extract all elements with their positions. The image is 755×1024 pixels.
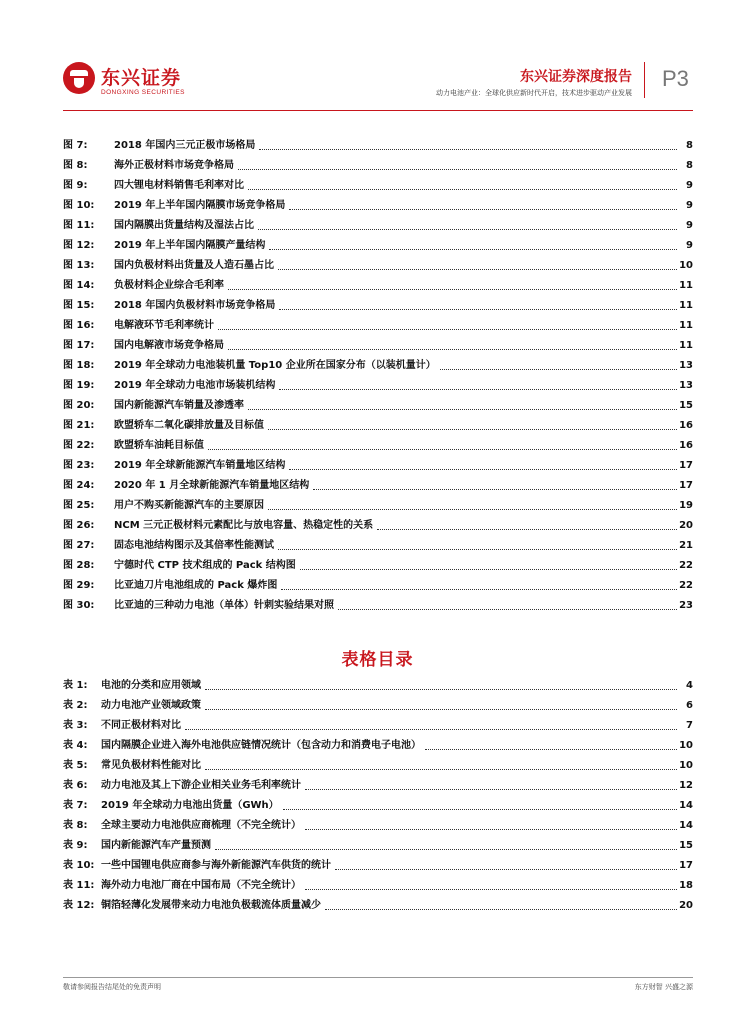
entry-label: 表 2: <box>63 700 88 711</box>
entry-label: 表 4: <box>63 740 88 751</box>
footer-rule <box>63 977 693 978</box>
figure-entry[interactable] <box>63 216 693 236</box>
entry-page: 20 <box>679 520 693 531</box>
entry-title: 电解液环节毛利率统计 <box>114 320 214 331</box>
entry-label: 图 17: <box>63 340 95 351</box>
entry-label: 图 15: <box>63 300 95 311</box>
entry-page: 9 <box>686 180 693 191</box>
dot-leader <box>268 429 677 430</box>
dot-leader <box>283 809 677 810</box>
entry-label: 表 12: <box>63 900 95 911</box>
table-entry[interactable] <box>63 756 693 776</box>
figure-entry[interactable] <box>63 576 693 596</box>
entry-title: 海外正极材料市场竞争格局 <box>114 160 234 171</box>
entry-page: 22 <box>679 560 693 571</box>
entry-page: 9 <box>686 220 693 231</box>
dot-leader <box>269 249 677 250</box>
table-entry[interactable] <box>63 816 693 836</box>
entry-label: 图 14: <box>63 280 95 291</box>
figure-entry[interactable] <box>63 136 693 156</box>
entry-title: 一些中国锂电供应商参与海外新能源汽车供货的统计 <box>101 860 331 871</box>
dot-leader <box>305 889 677 890</box>
entry-page: 15 <box>679 400 693 411</box>
entry-title: 宁德时代 CTP 技术组成的 Pack 结构图 <box>114 560 296 571</box>
entry-title: 海外动力电池厂商在中国布局（不完全统计） <box>101 880 301 891</box>
figure-entry[interactable] <box>63 596 693 616</box>
entry-page: 11 <box>679 280 693 291</box>
entry-title: 国内隔膜企业进入海外电池供应链情况统计（包含动力和消费电子电池） <box>101 740 421 751</box>
entry-page: 6 <box>686 700 693 711</box>
entry-title: 用户不购买新能源汽车的主要原因 <box>114 500 264 511</box>
entry-label: 图 8: <box>63 160 88 171</box>
entry-label: 图 26: <box>63 520 95 531</box>
entry-label: 图 25: <box>63 500 95 511</box>
table-entry[interactable] <box>63 876 693 896</box>
dot-leader <box>440 369 677 370</box>
entry-label: 图 10: <box>63 200 95 211</box>
entry-title: 2019 年全球动力电池市场装机结构 <box>114 380 276 391</box>
entry-label: 表 6: <box>63 780 88 791</box>
entry-title: 四大锂电材料销售毛利率对比 <box>114 180 244 191</box>
entry-title: 欧盟轿车油耗目标值 <box>114 440 204 451</box>
entry-label: 图 13: <box>63 260 95 271</box>
entry-title: 全球主要动力电池供应商梳理（不完全统计） <box>101 820 301 831</box>
entry-label: 表 5: <box>63 760 88 771</box>
table-entry[interactable] <box>63 696 693 716</box>
entry-title: 常见负极材料性能对比 <box>101 760 201 771</box>
entry-page: 17 <box>679 480 693 491</box>
dot-leader <box>218 329 677 330</box>
dot-leader <box>305 789 677 790</box>
entry-page: 4 <box>686 680 693 691</box>
entry-title: 2019 年上半年国内隔膜市场竞争格局 <box>114 200 286 211</box>
entry-title: 2019 年全球新能源汽车销量地区结构 <box>114 460 286 471</box>
dot-leader <box>228 349 677 350</box>
dot-leader <box>248 189 677 190</box>
entry-title: 国内电解液市场竞争格局 <box>114 340 224 351</box>
dot-leader <box>313 489 677 490</box>
figure-entry[interactable] <box>63 316 693 336</box>
entry-page: 16 <box>679 420 693 431</box>
entry-title: 动力电池产业领域政策 <box>101 700 201 711</box>
table-entry[interactable] <box>63 796 693 816</box>
entry-label: 图 24: <box>63 480 95 491</box>
dot-leader <box>278 549 677 550</box>
entry-label: 图 9: <box>63 180 88 191</box>
dot-leader <box>259 149 677 150</box>
figure-entry[interactable] <box>63 556 693 576</box>
entry-title: 比亚迪刀片电池组成的 Pack 爆炸图 <box>114 580 278 591</box>
table-entry[interactable] <box>63 716 693 736</box>
logo-text-en: DONGXING SECURITIES <box>101 89 185 96</box>
entry-label: 图 23: <box>63 460 95 471</box>
entry-page: 18 <box>679 880 693 891</box>
entry-title: 动力电池及其上下游企业相关业务毛利率统计 <box>101 780 301 791</box>
dot-leader <box>208 449 677 450</box>
dot-leader <box>205 689 677 690</box>
entry-label: 表 11: <box>63 880 95 891</box>
entry-label: 图 16: <box>63 320 95 331</box>
entry-page: 14 <box>679 800 693 811</box>
dot-leader <box>238 169 677 170</box>
dot-leader <box>305 829 677 830</box>
figure-entry[interactable] <box>63 296 693 316</box>
dot-leader <box>258 229 677 230</box>
entry-page: 10 <box>679 740 693 751</box>
figure-entry[interactable] <box>63 156 693 176</box>
entry-title: 国内负极材料出货量及人造石墨占比 <box>114 260 274 271</box>
dot-leader <box>281 589 677 590</box>
entry-label: 图 22: <box>63 440 95 451</box>
page-header <box>0 0 755 122</box>
dot-leader <box>325 909 677 910</box>
figure-entry[interactable] <box>63 336 693 356</box>
entry-page: 13 <box>679 380 693 391</box>
dot-leader <box>268 509 677 510</box>
table-entry[interactable] <box>63 676 693 696</box>
entry-page: 22 <box>679 580 693 591</box>
logo-text-cn: 东兴证券 <box>101 67 182 89</box>
logo-emblem-icon <box>63 62 95 94</box>
entry-label: 图 21: <box>63 420 95 431</box>
table-list <box>63 676 693 916</box>
entry-label: 表 3: <box>63 720 88 731</box>
entry-page: 13 <box>679 360 693 371</box>
entry-page: 8 <box>686 160 693 171</box>
entry-title: 国内隔膜出货量结构及湿法占比 <box>114 220 254 231</box>
dot-leader <box>279 309 677 310</box>
entry-page: 7 <box>686 720 693 731</box>
tables-heading: 表格目录 <box>341 650 414 670</box>
entry-page: 20 <box>679 900 693 911</box>
dot-leader <box>338 609 677 610</box>
figure-entry[interactable] <box>63 396 693 416</box>
dot-leader <box>205 709 677 710</box>
figure-entry[interactable] <box>63 516 693 536</box>
dot-leader <box>279 389 677 390</box>
entry-title: 国内新能源汽车销量及渗透率 <box>114 400 244 411</box>
dot-leader <box>205 769 677 770</box>
entry-title: 2019 年上半年国内隔膜产量结构 <box>114 240 266 251</box>
entry-title: NCM 三元正极材料元素配比与放电容量、热稳定性的关系 <box>114 520 374 531</box>
entry-title: 不同正极材料对比 <box>101 720 181 731</box>
entry-label: 表 9: <box>63 840 88 851</box>
table-entry[interactable] <box>63 776 693 796</box>
entry-page: 14 <box>679 820 693 831</box>
dot-leader <box>185 729 677 730</box>
footer-disclaimer: 敬请参阅报告结尾处的免责声明 <box>63 983 161 991</box>
entry-title: 2018 年国内负极材料市场竞争格局 <box>114 300 276 311</box>
header-divider <box>644 62 645 98</box>
figure-entry[interactable] <box>63 256 693 276</box>
entry-page: 9 <box>686 200 693 211</box>
entry-page: 23 <box>679 600 693 611</box>
entry-page: 9 <box>686 240 693 251</box>
figure-entry[interactable] <box>63 356 693 376</box>
entry-title: 2018 年国内三元正极市场格局 <box>114 140 256 151</box>
entry-title: 电池的分类和应用领域 <box>101 680 201 691</box>
company-logo <box>63 62 213 102</box>
entry-title: 2019 年全球动力电池装机量 Top10 企业所在国家分布（以装机量计） <box>114 360 436 371</box>
figure-entry[interactable] <box>63 536 693 556</box>
entry-label: 图 30: <box>63 600 95 611</box>
report-subtitle: 动力电池产业：全球化供应新时代开启，技术进步驱动产业发展 <box>436 89 632 97</box>
entry-page: 17 <box>679 860 693 871</box>
header-rule <box>63 110 693 111</box>
entry-label: 图 28: <box>63 560 95 571</box>
entry-label: 图 27: <box>63 540 95 551</box>
dot-leader <box>228 289 677 290</box>
figure-entry[interactable] <box>63 436 693 456</box>
entry-title: 2020 年 1 月全球新能源汽车销量地区结构 <box>114 480 310 491</box>
figure-entry[interactable] <box>63 176 693 196</box>
figure-entry[interactable] <box>63 476 693 496</box>
entry-page: 12 <box>679 780 693 791</box>
entry-title: 铜箔轻薄化发展带来动力电池负极载流体质量减少 <box>101 900 321 911</box>
entry-page: 15 <box>679 840 693 851</box>
dot-leader <box>289 469 677 470</box>
page-number: P3 <box>662 66 689 91</box>
dot-leader <box>248 409 677 410</box>
entry-page: 10 <box>679 760 693 771</box>
entry-label: 图 20: <box>63 400 95 411</box>
entry-label: 表 1: <box>63 680 88 691</box>
table-entry[interactable] <box>63 896 693 916</box>
entry-page: 11 <box>679 300 693 311</box>
table-entry[interactable] <box>63 736 693 756</box>
entry-label: 图 12: <box>63 240 95 251</box>
figure-entry[interactable] <box>63 276 693 296</box>
entry-title: 国内新能源汽车产量预测 <box>101 840 211 851</box>
entry-page: 8 <box>686 140 693 151</box>
figure-entry[interactable] <box>63 196 693 216</box>
entry-label: 图 29: <box>63 580 95 591</box>
entry-title: 负极材料企业综合毛利率 <box>114 280 224 291</box>
figure-list <box>63 136 693 616</box>
entry-label: 表 7: <box>63 800 88 811</box>
entry-label: 表 8: <box>63 820 88 831</box>
figure-entry[interactable] <box>63 236 693 256</box>
entry-page: 17 <box>679 460 693 471</box>
figure-entry[interactable] <box>63 496 693 516</box>
dot-leader <box>377 529 677 530</box>
entry-title: 欧盟轿车二氧化碳排放量及目标值 <box>114 420 264 431</box>
dot-leader <box>289 209 677 210</box>
table-entry[interactable] <box>63 856 693 876</box>
dot-leader <box>300 569 677 570</box>
report-title: 东兴证券深度报告 <box>520 69 632 85</box>
entry-label: 图 7: <box>63 140 88 151</box>
footer-slogan: 东方财智 兴盛之源 <box>634 983 693 991</box>
entry-page: 21 <box>679 540 693 551</box>
dot-leader <box>215 849 677 850</box>
entry-page: 16 <box>679 440 693 451</box>
entry-title: 2019 年全球动力电池出货量（GWh） <box>101 800 279 811</box>
dot-leader <box>335 869 677 870</box>
dot-leader <box>425 749 677 750</box>
entry-label: 图 18: <box>63 360 95 371</box>
table-entry[interactable] <box>63 836 693 856</box>
entry-page: 11 <box>679 320 693 331</box>
entry-title: 比亚迪的三种动力电池（单体）针刺实验结果对照 <box>114 600 334 611</box>
entry-page: 10 <box>679 260 693 271</box>
entry-title: 固态电池结构图示及其倍率性能测试 <box>114 540 274 551</box>
entry-page: 11 <box>679 340 693 351</box>
figure-entry[interactable] <box>63 416 693 436</box>
dot-leader <box>278 269 677 270</box>
entry-label: 图 11: <box>63 220 95 231</box>
figure-entry[interactable] <box>63 456 693 476</box>
entry-label: 图 19: <box>63 380 95 391</box>
entry-label: 表 10: <box>63 860 95 871</box>
figure-entry[interactable] <box>63 376 693 396</box>
entry-page: 19 <box>679 500 693 511</box>
